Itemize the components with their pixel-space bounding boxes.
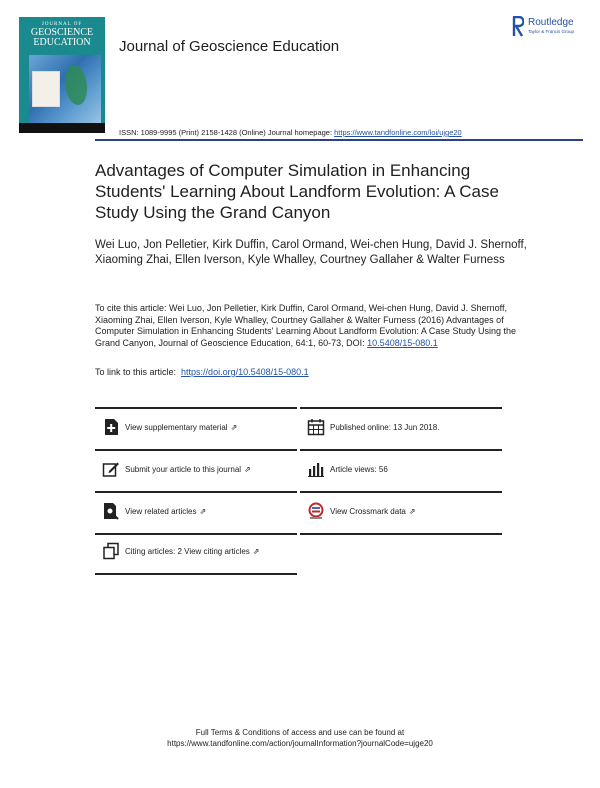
crossmark-item[interactable] xyxy=(300,492,502,535)
article-authors: Wei Luo, Jon Pelletier, Kirk Duffin, Carol Ormand, Wei-chen Hung, David J. Shernoff, Xiaoming Zhai, Ellen Iverson, Kyle Whalley, Courtney Gallaher & Walter Furness xyxy=(95,239,527,266)
cover-small-title: JOURNAL OF xyxy=(41,22,83,27)
article-title: Advantages of Computer Simulation in Enhancing Students' Learning About Landform Evolution: A Case Study Using the Grand Canyon xyxy=(95,161,499,222)
supplementary-material-item[interactable] xyxy=(95,408,297,451)
article-views-label: Article views: 56 xyxy=(330,465,388,474)
citing-articles-label: Citing articles: 2 View citing articles xyxy=(125,547,250,556)
cover-title-line2: EDUCATION xyxy=(33,37,91,48)
article-doi-link[interactable]: https://doi.org/10.5408/15-080.1 xyxy=(181,367,309,377)
external-link-icon: ⇗ xyxy=(230,423,238,432)
publisher-name: Routledge xyxy=(528,17,574,28)
supplementary-label: View supplementary material xyxy=(125,423,228,432)
article-link-line xyxy=(95,367,309,377)
citing-articles-item[interactable] xyxy=(95,532,297,575)
calendar-icon xyxy=(307,418,325,436)
related-articles-label: View related articles xyxy=(125,507,197,516)
submit-article-label: Submit your article to this journal xyxy=(125,465,242,474)
related-articles-item[interactable] xyxy=(95,492,297,535)
footer-terms-link[interactable]: https://www.tandfonline.com/action/journalInformation?journalCode=ujge20 xyxy=(167,739,433,748)
search-document-icon xyxy=(102,502,120,520)
article-views-item xyxy=(300,450,502,493)
routledge-logo-icon xyxy=(511,16,524,37)
cover-title xyxy=(19,28,105,48)
journal-name[interactable]: Journal of Geoscience Education xyxy=(119,38,340,55)
citation-block xyxy=(95,303,535,349)
bar-chart-icon xyxy=(307,460,325,478)
cover-map xyxy=(29,55,101,125)
article-link-label: To link to this article: xyxy=(95,367,179,377)
published-online-label: Published online: 13 Jun 2018. xyxy=(330,423,440,432)
external-link-icon: ⇗ xyxy=(199,507,207,516)
journal-homepage-link[interactable]: https://www.tandfonline.com/loi/ujge20 xyxy=(334,128,462,137)
header-divider xyxy=(95,139,583,141)
cover-title-line1: GEOSCIENCE xyxy=(30,27,94,38)
citation-label: To cite this article: xyxy=(95,303,170,313)
external-link-icon: ⇗ xyxy=(244,465,251,474)
published-online-item xyxy=(300,408,502,451)
add-document-icon xyxy=(102,418,120,436)
citation-doi-link[interactable]: 10.5408/15-080.1 xyxy=(367,337,438,348)
crossmark-label: View Crossmark data xyxy=(330,507,406,516)
issn-line xyxy=(119,128,462,137)
citation-text: Wei Luo, Jon Pelletier, Kirk Duffin, Carol Ormand, Wei-chen Hung, David J. Shernoff, Xiaoming Zhai, Ellen Iverson, Kyle Whalley, Courtney Gallaher & Walter Furness (2016) Advantages of Computer Simulation in Enhancing Students' Learning About Landform Evolution: A Case Study Using the Grand Canyon, Journal of Geoscience Education, 64:1, 60-73, DOI: xyxy=(95,303,516,348)
external-link-icon: ⇗ xyxy=(252,547,260,556)
crossmark-icon xyxy=(307,502,325,520)
footer xyxy=(0,727,600,749)
edit-icon xyxy=(102,460,120,478)
external-link-icon: ⇗ xyxy=(408,507,416,516)
publisher-tagline: Taylor & Francis Group xyxy=(528,29,575,34)
publisher-logo[interactable] xyxy=(511,16,591,42)
submit-article-item[interactable] xyxy=(95,450,297,493)
citing-documents-icon xyxy=(102,542,120,560)
journal-cover-image xyxy=(19,17,105,133)
issn-text: ISSN: 1089-9995 (Print) 2158-1428 (Online) Journal homepage: xyxy=(119,128,335,137)
footer-terms-text: Full Terms & Conditions of access and use can be found at xyxy=(195,728,405,737)
